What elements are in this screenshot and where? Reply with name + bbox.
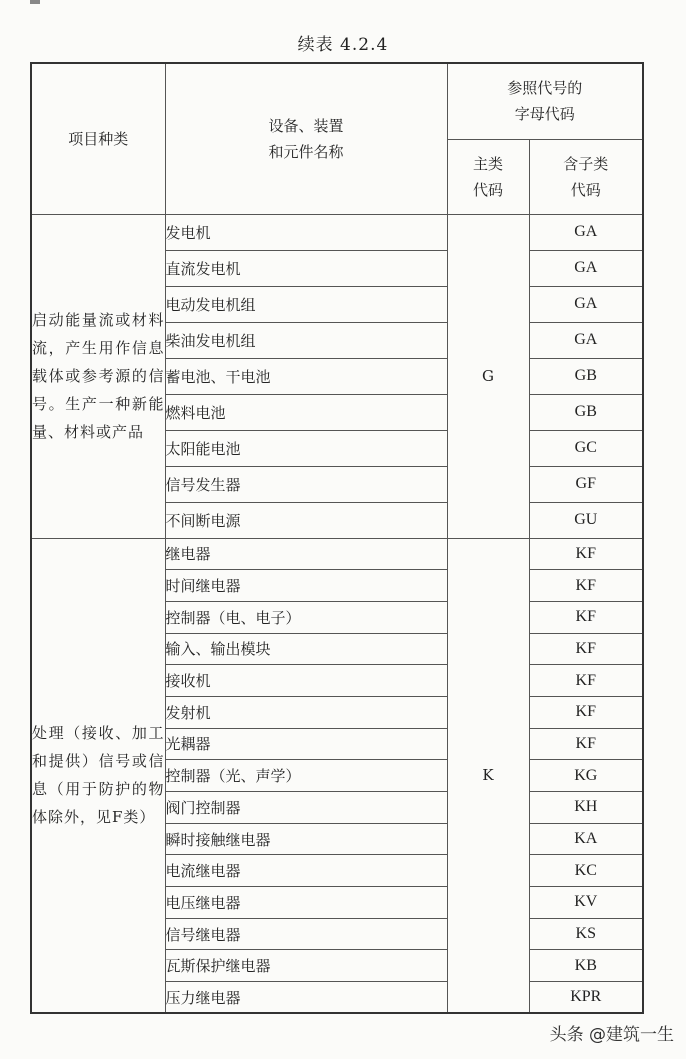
sub-code-cell: KF bbox=[529, 538, 643, 570]
category-cell: 启动能量流或材料流，产生用作信息载体或参考源的信号。生产一种新能量、材料或产品 bbox=[31, 214, 165, 538]
table-row bbox=[31, 214, 643, 250]
sub-code-cell: GC bbox=[529, 430, 643, 466]
sub-code-cell: KF bbox=[529, 601, 643, 633]
device-name-cell: 信号继电器 bbox=[165, 918, 447, 950]
device-name-cell: 信号发生器 bbox=[165, 466, 447, 502]
header-reference-code: 参照代号的 字母代码 bbox=[447, 63, 643, 139]
main-code-cell: G bbox=[447, 214, 529, 538]
sub-code-cell: KB bbox=[529, 950, 643, 982]
device-name-cell: 发电机 bbox=[165, 214, 447, 250]
sub-code-cell: GU bbox=[529, 502, 643, 538]
watermark: 头条 @建筑一生 bbox=[549, 1025, 674, 1045]
device-name-cell: 继电器 bbox=[165, 538, 447, 570]
table-body bbox=[31, 214, 643, 1013]
device-name-cell: 阀门控制器 bbox=[165, 792, 447, 824]
code-table bbox=[30, 62, 644, 1014]
header-device: 设备、装置 和元件名称 bbox=[165, 63, 447, 214]
device-name-cell: 电压继电器 bbox=[165, 887, 447, 919]
device-name-cell: 时间继电器 bbox=[165, 570, 447, 602]
sub-code-cell: GB bbox=[529, 394, 643, 430]
device-name-cell: 蓄电池、干电池 bbox=[165, 358, 447, 394]
sub-code-cell: GA bbox=[529, 250, 643, 286]
device-name-cell: 燃料电池 bbox=[165, 394, 447, 430]
device-name-cell: 输入、输出模块 bbox=[165, 633, 447, 665]
sub-code-cell: KC bbox=[529, 855, 643, 887]
device-name-cell: 控制器（光、声学） bbox=[165, 760, 447, 792]
scan-artifact bbox=[30, 0, 40, 4]
table-header bbox=[31, 63, 643, 214]
sub-code-cell: KV bbox=[529, 887, 643, 919]
table-title: 续表 4.2.4 bbox=[297, 35, 389, 55]
sub-code-cell: KF bbox=[529, 633, 643, 665]
sub-code-cell: GF bbox=[529, 466, 643, 502]
sub-code-cell: GA bbox=[529, 214, 643, 250]
header-category: 项目种类 bbox=[31, 63, 165, 214]
device-name-cell: 光耦器 bbox=[165, 728, 447, 760]
device-name-cell: 控制器（电、电子） bbox=[165, 601, 447, 633]
device-name-cell: 不间断电源 bbox=[165, 502, 447, 538]
device-name-cell: 太阳能电池 bbox=[165, 430, 447, 466]
device-name-cell: 发射机 bbox=[165, 696, 447, 728]
sub-code-cell: GB bbox=[529, 358, 643, 394]
sub-code-cell: KF bbox=[529, 665, 643, 697]
device-name-cell: 柴油发电机组 bbox=[165, 322, 447, 358]
device-name-cell: 压力继电器 bbox=[165, 982, 447, 1014]
main-code-cell: K bbox=[447, 538, 529, 1013]
device-name-cell: 电流继电器 bbox=[165, 855, 447, 887]
sub-code-cell: GA bbox=[529, 286, 643, 322]
device-name-cell: 电动发电机组 bbox=[165, 286, 447, 322]
device-name-cell: 接收机 bbox=[165, 665, 447, 697]
device-name-cell: 瞬时接触继电器 bbox=[165, 823, 447, 855]
sub-code-cell: KG bbox=[529, 760, 643, 792]
sub-code-cell: KPR bbox=[529, 982, 643, 1014]
device-name-cell: 瓦斯保护继电器 bbox=[165, 950, 447, 982]
header-sub-code: 含子类 代码 bbox=[529, 139, 643, 214]
sub-code-cell: KF bbox=[529, 728, 643, 760]
table-row bbox=[31, 538, 643, 570]
sub-code-cell: KS bbox=[529, 918, 643, 950]
sub-code-cell: KA bbox=[529, 823, 643, 855]
category-cell: 处理（接收、加工和提供）信号或信息（用于防护的物体除外，见F类） bbox=[31, 538, 165, 1013]
sub-code-cell: KF bbox=[529, 696, 643, 728]
device-name-cell: 直流发电机 bbox=[165, 250, 447, 286]
sub-code-cell: GA bbox=[529, 322, 643, 358]
sub-code-cell: KH bbox=[529, 792, 643, 824]
sub-code-cell: KF bbox=[529, 570, 643, 602]
header-main-code: 主类 代码 bbox=[447, 139, 529, 214]
